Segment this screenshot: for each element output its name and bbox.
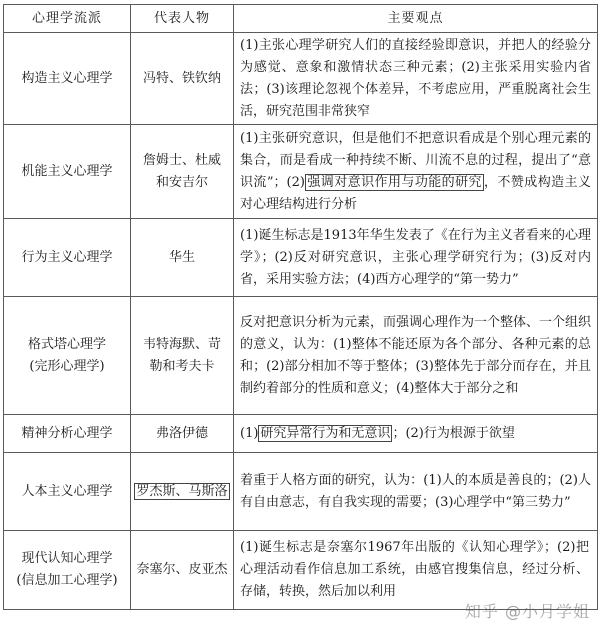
view-cell: 着重于人格方面的研究，认为：(1)人的本质是善良的；(2)人有自由意志，有自我实现的需要；(3)心理学中“第三势力”	[234, 453, 598, 531]
school-cell: 构造主义心理学	[4, 33, 131, 125]
school-alias: (完形心理学)	[29, 358, 105, 374]
view-text: ，不赞成构造主义对心理结构进行分析	[240, 174, 591, 212]
table-row-humanism	[4, 453, 598, 531]
header-school: 心理学流派	[4, 5, 131, 33]
school-cell: 机能主义心理学	[4, 125, 131, 219]
header-view: 主要观点	[234, 5, 598, 33]
person-cell: 詹姆士、杜威和安吉尔	[131, 125, 234, 219]
view-text: ；(2)行为根源于欲望	[392, 425, 515, 441]
header-person: 代表人物	[131, 5, 234, 33]
view-cell	[234, 415, 598, 453]
school-cell: 行为主义心理学	[4, 219, 131, 297]
header-row	[4, 5, 598, 33]
view-text: (1)主张研究意识，但是他们不把意识看成是个别心理元素的集合，而是看成一种持续不断、川流不息的过程，提出了“意识流”；(2)	[240, 130, 591, 190]
highlight-box: 研究异常行为和无意识	[260, 425, 391, 441]
table-row-functionalism	[4, 125, 598, 219]
school-cell: 人本主义心理学	[4, 453, 131, 531]
view-cell: (1)诞生标志是奈塞尔1967年出版的《认知心理学》；(2)把心理活动看作信息加工系统，由感官搜集信息，经过分析、存储，转换，然后加以利用	[234, 531, 598, 610]
highlight-box: 罗杰斯、马斯洛	[136, 483, 228, 499]
school-cell: 精神分析心理学	[4, 415, 131, 453]
table-row-cognitive	[4, 531, 598, 610]
view-cell: 反对把意识分析为元素，而强调心理作为一个整体、一个组织的意义，认为：(1)整体不能还原为各个部分、各种元素的总和；(2)部分相加不等于整体；(3)整体先于部分而存在，并且制约着部分的性质和意义；(4)整体大于部分之和	[234, 297, 598, 415]
table-row-psychoanalysis	[4, 415, 598, 453]
table-row-structuralism	[4, 33, 598, 125]
person-cell: 冯特、铁钦纳	[131, 33, 234, 125]
psychology-schools-table	[3, 4, 598, 610]
person-cell	[131, 453, 234, 531]
table-row-gestalt	[4, 297, 598, 415]
view-text: (1)	[240, 425, 259, 441]
person-cell: 奈塞尔、皮亚杰	[131, 531, 234, 610]
school-cell	[4, 531, 131, 610]
school-name: 格式塔心理学	[27, 336, 106, 352]
highlight-box: 强调对意识作用与功能的研究	[306, 174, 482, 190]
school-name: 现代认知心理学	[21, 551, 113, 566]
table-row-behaviorism	[4, 219, 598, 297]
school-cell	[4, 297, 131, 415]
view-cell: (1)主张心理学研究人们的直接经验即意识，并把人的经验分为感觉、意象和激情状态三种元素；(2)主张采用实验内省法；(3)该理论忽视个体差异，不考虑应用，严重脱离社会生活，研究范围非常狭窄	[234, 33, 598, 125]
watermark: 知乎 @小月学姐	[464, 602, 590, 621]
person-cell: 弗洛伊德	[131, 415, 234, 453]
view-cell: (1)诞生标志是1913年华生发表了《在行为主义者看来的心理学》；(2)反对研究意识，主张心理学研究行为；(3)反对内省，采用实验方法；(4)西方心理学的“第一势力”	[234, 219, 598, 297]
view-cell	[234, 125, 598, 219]
person-cell: 韦特海默、苛勒和考夫卡	[131, 297, 234, 415]
person-cell: 华生	[131, 219, 234, 297]
school-alias: (信息加工心理学)	[16, 573, 118, 588]
